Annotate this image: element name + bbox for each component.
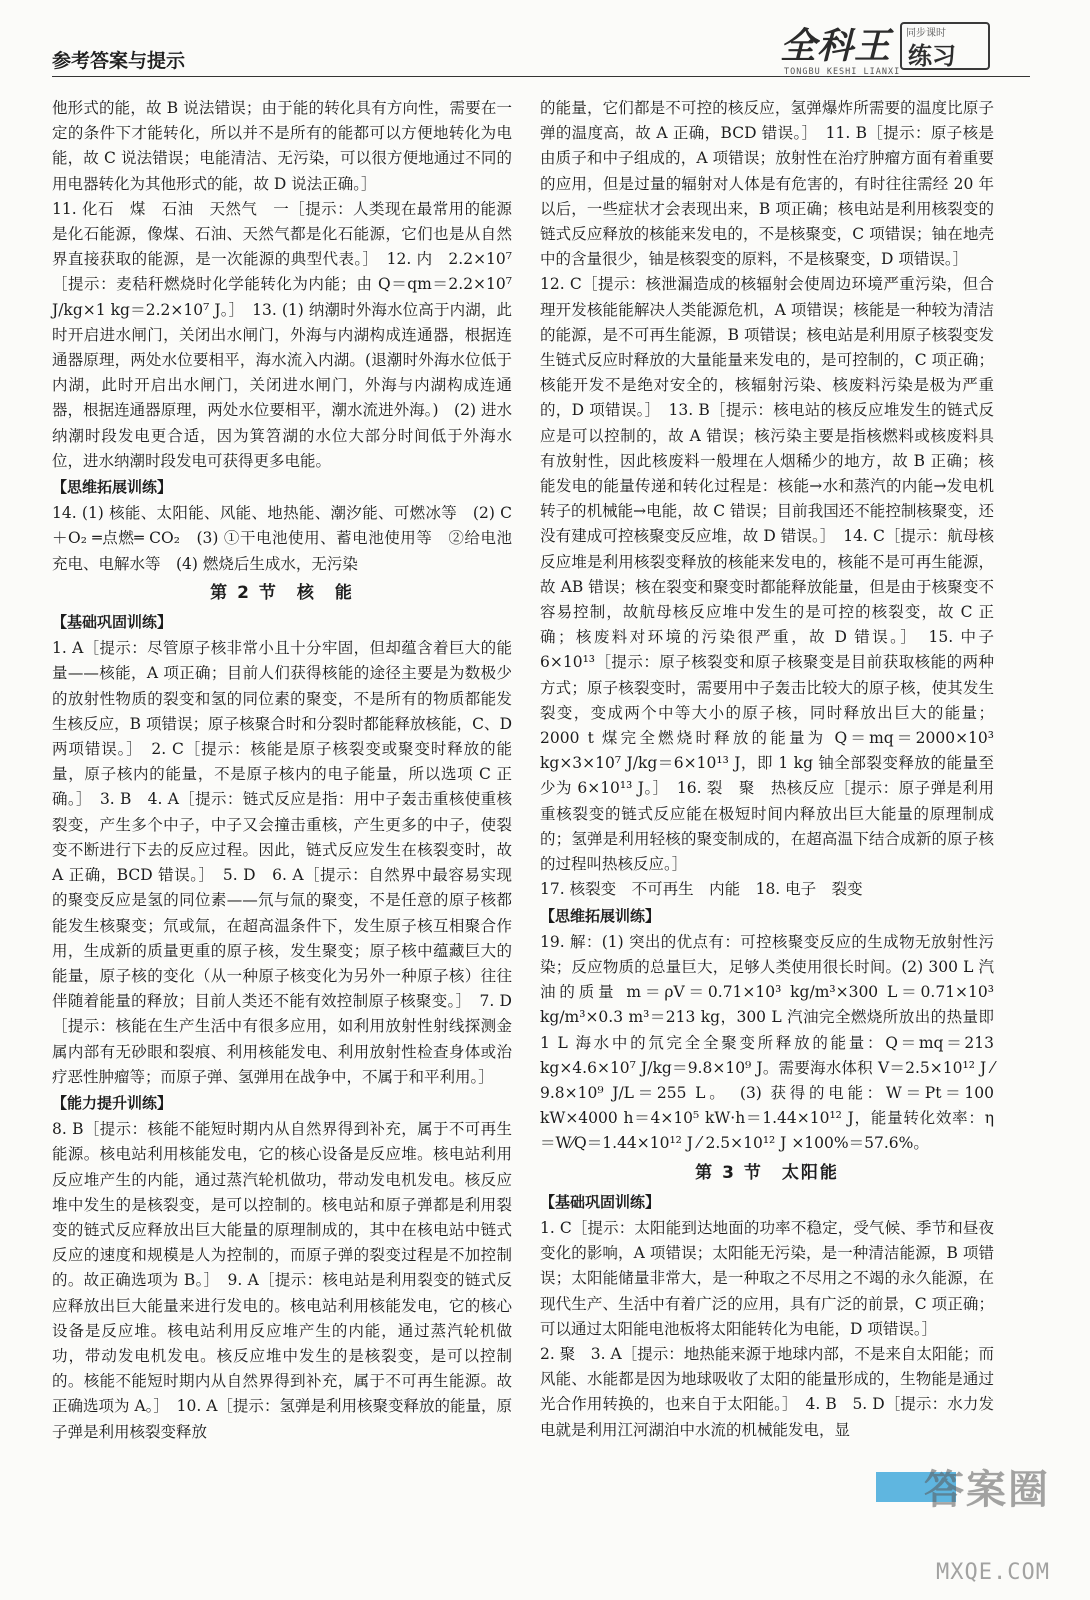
answer-paragraph: 他形式的能，故 B 说法错误；由于能的转化具有方向性，需要在一定的条件下才能转化，所以并不是所有的能都可以方便地转化为电能，故 C 说法错误；电能清洁、无污染，可以很方便地通过不同的用电器转化为其他形式的能，故 D 说法正确。］ [52,99,512,193]
answer-paragraph: 14. (1) 核能、太阳能、风能、地热能、潮汐能、可燃冰等 (2) C＋O₂ ═点燃═ CO₂ (3) ①干电池使用、蓄电池使用等 ②给电池充电、电解水等 (4) 燃烧后生成水，无污染 [52,504,512,573]
subsection-label: 【能力提升训练】 [52,1093,173,1112]
subsection-label: 【思维拓展训练】 [52,478,173,497]
left-column [52,96,517,1445]
answer-paragraph: 19. 解：(1) 突出的优点有：可控核聚变反应的生成物无放射性污染；反应物质的总量巨大，足够人类使用很长时间。(2) 300 L 汽油的质量 m＝ρV＝0.71×10³ kg/m³×300 L＝0.71×10³ kg/m³×0.3 m³＝213 kg，300 L 汽油完全燃烧所放出的热量即 1 L 海水中的氘完全全聚变所释放的能量：Q＝mq＝213 kg×4.6×10⁷ J/kg＝9.8×10⁹ J。需要海水体积 V＝2.5×10¹² J ⁄ 9.8×10⁹ J/L＝255 L。 (3) 获得的电能：W＝Pt＝100 kW×4000 h＝4×10⁵ kW·h＝1.44×10¹² J，能量转化效率：η＝W⁄Q＝1.44×10¹² J ⁄ 2.5×10¹² J ×100%＝57.6%。 [540,932,999,1153]
subsection-label: 【基础巩固训练】 [540,1192,661,1211]
section-heading: 第 3 节 太阳能 [695,1162,839,1183]
section-heading: 第 2 节 核 能 [210,582,354,603]
logo-word-text: 练习 [908,42,956,70]
answer-paragraph: 的能量，它们都是不可控的核反应，氢弹爆炸所需要的温度比原子弹的温度高，故 A 正确，BCD 错误。］ 11. B［提示：原子核是由质子和中子组成的，A 项错误；放射性在治疗肿瘤方面有着重要的应用，但是过量的辐射对人体是有危害的，有时往往需经 20 年以后，一些症状才会表现出来，B 项正确；核电站是利用核裂变的链式反应释放的核能来发电的，不是核聚变，C 项错误；铀在地壳中的含量很少，铀是核裂变的原料，不是核聚变，D 项错误。］ [540,99,994,269]
brand-logo [780,16,1020,78]
logo-sub-text: 同步课时 [906,28,946,39]
answer-paragraph: 17. 核裂变 不可再生 内能 18. 电子 裂变 [540,880,863,899]
subsection-label: 【基础巩固训练】 [52,613,173,632]
answer-paragraph: 8. B［提示：核能不能短时期内从自然界得到补充，属于不可再生能源。核电站利用核能发电，它的核心设备是反应堆。核电站利用反应堆产生的内能，通过蒸汽轮机做功，带动发电机发电。核反应堆中发生的是核裂变，是可以控制的。核电站和原子弹都是利用裂变的链式反应释放出巨大能量的原理制成的，其中在核电站中链式反应的速度和规模是人为控制的，而原子弹的裂变过程是不加控制的。故正确选项为 B。］ 9. A［提示：核电站是利用裂变的链式反应释放出巨大能量来进行发电的。核电站利用核能发电，它的核心设备是反应堆。核电站利用反应堆产生的内能，通过蒸汽轮机做功，带动发电机发电。核反应堆中发生的是核裂变，是可以控制的。核能不能短时期内从自然界得到补充，属于不可再生能源。故正确选项为 A。］ 10. A［提示：氢弹是利用核聚变释放的能量，原子弹是利用核裂变释放 [52,1120,512,1441]
logo-main-text: 全科王 [780,26,892,67]
right-column [540,96,1010,1443]
header-divider [52,76,1030,77]
answer-paragraph: 12. C［提示：核泄漏造成的核辐射会使周边环境严重污染，但合理开发核能能解决人类能源危机，A 项错误；核能是一种较为清洁的能源，是不可再生能源，B 项错误；核电站是利用原子核裂变发生链式反应时释放的大量能量来发电的，是可控制的，C 项正确；核能开发不是绝对安全的，核辐射污染、核废料污染是极为严重的，D 项错误。］ 13. B［提示：核电站的核反应堆发生的链式反应是可以控制的，故 A 错误；核污染主要是指核燃料或核废料具有放射性，因此核废料一般埋在人烟稀少的地方，故 B 正确；核能发电的能量传递和转化过程是：核能→水和蒸汽的内能→发电机转子的机械能→电能，故 C 错误；目前我国还不能控制核聚变，还没有建成可控核聚变反应堆，故 D 错误。］ 14. C［提示：航母核反应堆是利用核裂变释放的核能来发电的，核能不是可再生能源，故 AB 错误；核在裂变和聚变时都能释放能量，但是由于核聚变不容易控制，故航母核反应堆中发生的是可控的核裂变，故 C 正确；核废料对环境的污染很严重，故 D 错误。］ 15. 中子 6×10¹³［提示：原子核裂变和原子核聚变是目前获取核能的两种方式；原子核裂变时，需要用中子轰击比较大的原子核，使其发生裂变，变成两个中等大小的原子核，同时释放出巨大的能量；2000 t 煤完全燃烧时释放的能量为 Q＝mq＝2000×10³ kg×3×10⁷ J/kg＝6×10¹³ J，即 1 kg 铀全部裂变释放的能量至少为 6×10¹³ J。］ 16. 裂 聚 热核反应［提示：原子弹是利用重核裂变的链式反应能在极短时间内释放出巨大能量的原理制成的；氢弹是利用轻核的聚变制成的，在超高温下结合成新的原子核的过程叫热核反应。］ [540,275,1010,874]
answer-paragraph: 1. C［提示：太阳能到达地面的功率不稳定，受气候、季节和昼夜变化的影响，A 项错误；太阳能无污染，是一种清洁能源，B 项错误；太阳能储量非常大，是一种取之不尽用之不竭的永久能源，在现代生产、生活中有着广泛的应用，具有广泛的前景，C 项正确；可以通过太阳能电池板将太阳能转化为电能，D 项错误。］ [540,1218,994,1338]
header-title: 参考答案与提示 [52,50,186,72]
page-header [0,0,1090,82]
subsection-label: 【思维拓展训练】 [540,906,661,925]
logo-pinyin: TONGBU KESHI LIANXI [784,67,901,77]
watermark-url: MXQE.COM [936,1560,1050,1585]
answer-paragraph: 11. 化石 煤 石油 天然气 一［提示：人类现在最常用的能源是化石能源，像煤、石油、天然气都是化石能源，它们也是从自然界直接获取的能源，是一次能源的典型代表。］ 12. 内 2.2×10⁷［提示：麦秸秆燃烧时化学能转化为内能；由 Q＝qm＝2.2×10⁷ J/kg×1 kg＝2.2×10⁷ J。］ 13. (1) 纳潮时外海水位高于内湖，此时开启进水闸门，关闭出水闸门，外海与内湖构成连通器，根据连通器原理，两处水位要相平，海水流入内湖。(退潮时外海水位低于内湖，此时开启出水闸门，关闭进水闸门，外海与内湖构成连通器，根据连通器原理，两处水位要相平，潮水流进外海。) (2) 进水纳潮时段发电更合适，因为箕笤湖的水位大部分时间低于外海水位，进水纳潮时段发电可获得更多电能。 [52,199,517,470]
answer-paragraph: 1. A［提示：尽管原子核非常小且十分牢固，但却蕴含着巨大的能量——核能，A 项正确；目前人们获得核能的途径主要是为数极少的放射性物质的裂变和氢的同位素的聚变，不是所有的物质都能发生核反应，B 项错误；原子核聚合时和分裂时都能释放核能，C、D 两项错误。］ 2. C［提示：核能是原子核裂变或聚变时释放的能量，原子核内的能量，不是原子核内的电子能量，所以选项 C 正确。］ 3. B 4. A［提示：链式反应是指：用中子轰击重核使重核裂变，产生多个中子，中子又会撞击重核，产生更多的中子，使裂变不断进行下去的反应过程。因此，链式反应发生在核裂变时，故 A 正确，BCD 错误。］ 5. D 6. A［提示：自然界中最容易实现的聚变反应是氢的同位素——氘与氚的聚变，不是任意的原子核都能发生核聚变；氘或氚，在超高温条件下，发生原子核互相聚合作用，生成新的质量更重的原子核，发生聚变；原子核中蕴藏巨大的能量，原子核的变化（从一种原子核变化为另外一种原子核）往往伴随着能量的释放；目前人类还不能有效控制原子核聚变。］ 7. D［提示：核能在生产生活中有很多应用，如利用放射性射线探测金属内部有无砂眼和裂痕、利用核能发电、利用放射性检查身体或治疗恶性肿瘤等；而原子弹、氢弹用在战争中，不属于和平利用。］ [52,639,517,1086]
watermark-logo: 答案圈 [924,1467,1050,1513]
logo-box [900,22,990,70]
answer-paragraph: 2. 聚 3. A［提示：地热能来源于地球内部，不是来自太阳能；而风能、水能都是因为地球吸收了太阳的能量形成的，生物能是通过光合作用转换的，也来自于太阳能。］ 4. B 5. D［提示：水力发电就是利用江河湖泊中水流的机械能发电，显 [540,1344,994,1439]
